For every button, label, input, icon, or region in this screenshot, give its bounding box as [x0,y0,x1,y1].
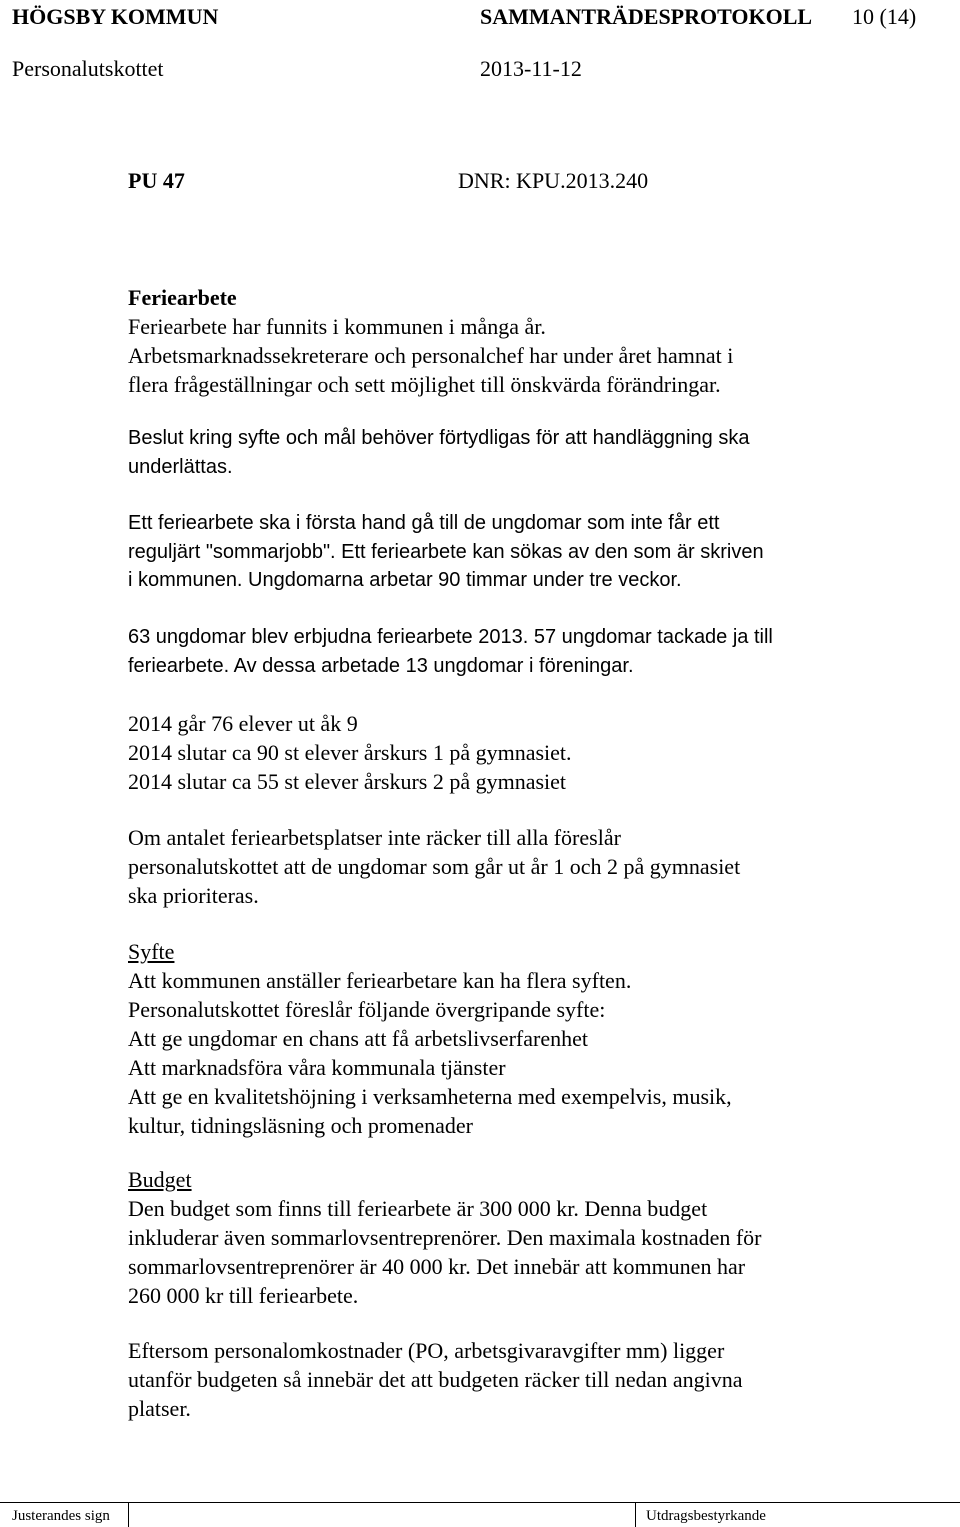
text-line: Om antalet feriearbetsplatser inte räcker till alla föreslår [128,825,621,850]
text-line: kultur, tidningsläsning och promenader [128,1113,473,1138]
case-number: PU 47 [128,168,185,193]
paragraph-63-ungdomar [128,623,888,680]
text-line: i kommunen. Ungdomarna arbetar 90 timmar under tre veckor. [128,569,682,591]
section-syfte [128,937,888,1140]
meeting-date: 2013-11-12 [480,56,582,81]
diary-number: DNR: KPU.2013.240 [458,168,649,193]
text-line: Personalutskottet föreslår följande övergripande syfte: [128,997,606,1022]
footer-divider-left [128,1502,129,1527]
section-budget [128,1165,888,1310]
budget-heading: Budget [128,1167,192,1192]
committee-name: Personalutskottet [12,56,164,81]
footer-divider-right [635,1502,636,1527]
text-line: Att ge ungdomar en chans att få arbetslivserfarenhet [128,1026,588,1051]
text-line: Att kommunen anställer feriearbetare kan ha flera syften. [128,968,632,993]
text-line: sommarlovsentreprenörer är 40 000 kr. Det innebär att kommunen har [128,1254,746,1279]
text-line: platser. [128,1396,191,1421]
text-line: Eftersom personalomkostnader (PO, arbetsgivaravgifter mm) ligger [128,1338,725,1363]
text-line: reguljärt "sommarjobb". Ett feriearbete kan sökas av den som är skriven [128,540,764,563]
text-line: 63 ungdomar blev erbjudna feriearbete 2013. 57 ungdomar tackade ja till [128,626,773,648]
paragraph-om-antalet [128,823,888,910]
text-line: Feriearbete har funnits i kommunen i många år. [128,314,546,339]
text-line: 2014 slutar ca 55 st elever årskurs 2 på gymnasiet [128,769,567,794]
text-line: 2014 går 76 elever ut åk 9 [128,711,358,736]
text-line: flera frågeställningar och sett möjlighet till önskvärda förändringar. [128,372,721,397]
page-number: 10 (14) [852,4,917,29]
section-feriearbete [128,283,888,399]
paragraph-beslut [128,424,888,481]
footer-utdragsbestyrkande: Utdragsbestyrkande [646,1508,766,1524]
text-line: utanför budgeten så innebär det att budgeten räcker till nedan angivna [128,1367,743,1392]
municipality-name: HÖGSBY KOMMUN [12,4,219,29]
text-line: underlättas. [128,455,233,478]
section-title: Feriearbete [128,285,237,310]
footer-justerandes-sign: Justerandes sign [12,1508,110,1524]
paragraph-eftersom [128,1336,888,1423]
text-line: Den budget som finns till feriearbete är 300 000 kr. Denna budget [128,1196,708,1221]
text-line: ska prioriteras. [128,883,259,908]
text-line: Att marknadsföra våra kommunala tjänster [128,1055,506,1080]
text-line: Arbetsmarknadssekreterare och personalchef har under året hamnat i [128,343,734,368]
text-line: feriearbete. Av dessa arbetade 13 ungdomar i föreningar. [128,654,634,677]
text-line: Beslut kring syfte och mål behöver förtydligas för att handläggning ska [128,427,750,449]
text-line: inkluderar även sommarlovsentreprenörer. Den maximala kostnaden för [128,1225,762,1250]
text-line: 2014 slutar ca 90 st elever årskurs 1 på gymnasiet. [128,740,572,765]
document-type: SAMMANTRÄDESPROTOKOLL [480,4,813,29]
text-line: Att ge en kvalitetshöjning i verksamheterna med exempelvis, musik, [128,1084,732,1109]
footer-rule [0,1502,960,1503]
text-line: Ett feriearbete ska i första hand gå till de ungdomar som inte får ett [128,512,720,534]
paragraph-2014 [128,709,888,796]
syfte-heading: Syfte [128,939,175,964]
paragraph-ett-feriearbete [128,509,888,595]
text-line: personalutskottet att de ungdomar som går ut år 1 och 2 på gymnasiet [128,854,741,879]
text-line: 260 000 kr till feriearbete. [128,1283,359,1308]
